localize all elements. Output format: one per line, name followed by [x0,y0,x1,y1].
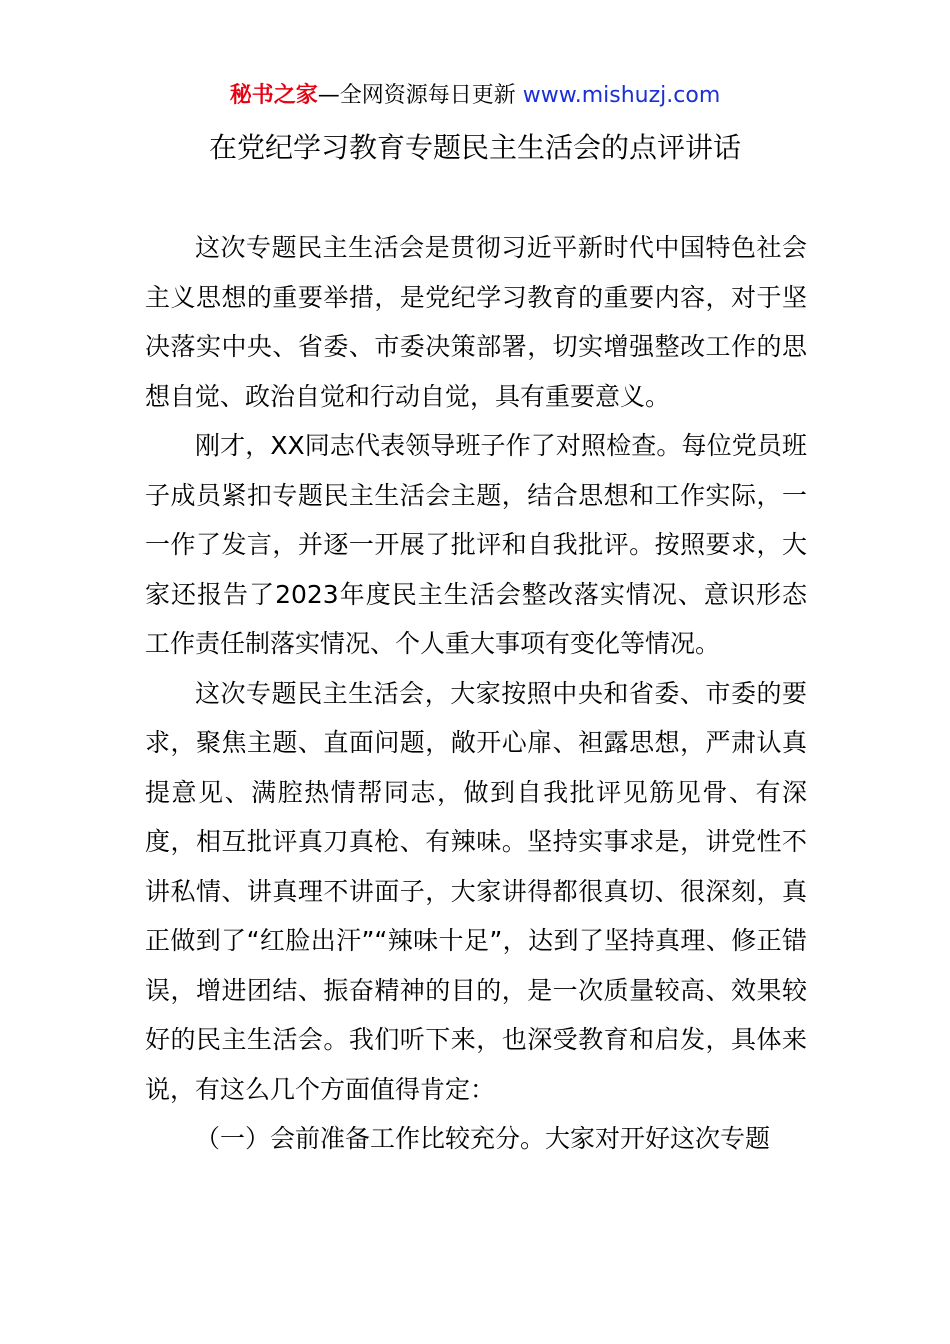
brand-name: 秘书之家 [229,83,318,108]
body-paragraph: 刚才，XX同志代表领导班子作了对照检查。每位党员班子成员紧扣专题民主生活会主题，结合思想和工作实际，一一作了发言，并逐一开展了批评和自我批评。按照要求，大家还报告了2023年度民主生活会整改落实情况、意识形态工作责任制落实情况、个人重大事项有变化等情况。 [145,431,807,658]
body-paragraph: （一）会前准备工作比较充分。大家对开好这次专题 [195,1124,771,1153]
document-body [145,223,807,1164]
site-header [0,80,950,112]
site-tagline: —全网资源每日更新 [317,83,523,108]
document-title: 在党纪学习教育专题民主生活会的点评讲话 [208,131,741,164]
body-paragraph: 这次专题民主生活会，大家按照中央和省委、市委的要求，聚焦主题、直面问题，敞开心扉、袒露思想，严肃认真提意见、满腔热情帮同志，做到自我批评见筋见骨、有深度，相互批评真刀真枪、有辣味。坚持实事求是，讲党性不讲私情、讲真理不讲面子，大家讲得都很真切、很深刻，真正做到了“红脸出汗”“辣味十足”，达到了坚持真理、修正错误，增进团结、振奋精神的目的，是一次质量较高、效果较好的民主生活会。我们听下来，也深受教育和启发，具体来说，有这么几个方面值得肯定： [145,678,807,1104]
body-paragraph: 这次专题民主生活会是贯彻习近平新时代中国特色社会主义思想的重要举措，是党纪学习教育的重要内容，对于坚决落实中央、省委、市委决策部署，切实增强整改工作的思想自觉、政治自觉和行动自觉，具有重要意义。 [145,233,807,411]
site-url-link[interactable]: www.mishuzj.com [522,83,721,108]
